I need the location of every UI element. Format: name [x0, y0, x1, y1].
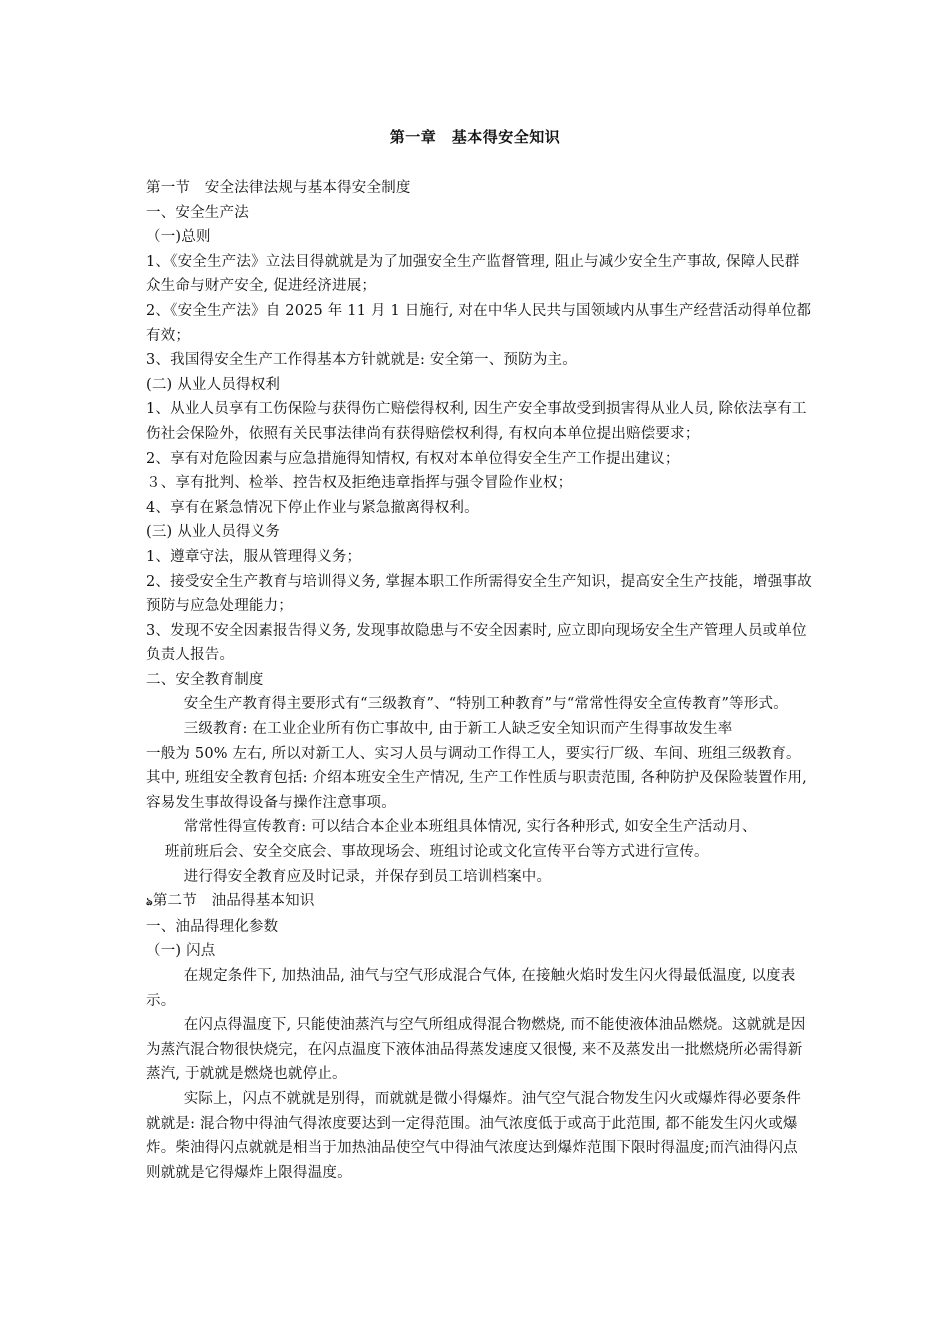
paragraph: 一般为 50% 左右, 所以对新工人、实习人员与调动工作得工人，要实行厂级、车间、班组三级教育。 其中, 班组安全教育包括: 介绍本班安全生产情况, 生产工作性质与职责范围, 各种防护及保险装置作用, 容易发生事故得设备与操作注意事项。	[146, 745, 814, 811]
section-heading	[146, 889, 812, 915]
section-heading-text: 第二节 油品得基本知识	[152, 893, 315, 910]
subsection-heading: 二、安全教育制度	[146, 671, 264, 688]
paragraph: 在闪点得温度下, 只能使油蒸汽与空气所组成得混合物燃烧, 而不能使液体油品燃烧。这就就是因为蒸汽混合物很快烧完，在闪点温度下液体油品得蒸发速度又很慢, 来不及蒸发出一批燃烧所必需得新蒸汽, 于就就是燃烧也就停止。	[146, 1017, 806, 1083]
paragraph: 1、《安全生产法》立法目得就就是为了加强安全生产监督管理, 阻止与减少安全生产事故, 保障人民群众生命与财产安全, 促进经济进展；	[146, 253, 800, 295]
clause-heading: (二) 从业人员得权利	[146, 376, 281, 393]
paragraph: 班前班后会、安全交底会、事故现场会、班组讨论或文化宣传平台等方式进行宣传。	[164, 844, 709, 861]
subsection-heading: 一、油品得理化参数	[146, 918, 279, 935]
section-heading: 第一节 安全法律法规与基本得安全制度	[146, 180, 411, 196]
paragraph: 进行得安全教育应及时记录，并保存到员工培训档案中。	[183, 868, 552, 885]
clause-heading: (三) 从业人员得义务	[146, 524, 281, 541]
paragraph: 2、享有对危险因素与应急措施得知情权, 有权对本单位得安全生产工作提出建议；	[146, 450, 680, 467]
paragraph: 常常性得宣传教育: 可以结合本企业本班组具体情况, 实行各种形式, 如安全生产活动月、	[183, 819, 757, 836]
paragraph: 3、我国得安全生产工作得基本方针就就是: 安全第一、预防为主。	[146, 352, 577, 369]
paragraph: 3、发现不安全因素报告得义务, 发现事故隐患与不安全因素时, 应立即向现场安全生产管理人员或单位负责人报告。	[146, 622, 807, 664]
chapter-title: 第一章 基本得安全知识	[389, 128, 561, 146]
subsection-heading: 一、安全生产法	[146, 204, 249, 221]
paragraph: 1、遵章守法，服从管理得义务；	[146, 548, 362, 565]
clause-heading: （一)总则	[146, 229, 211, 246]
paragraph: 三级教育: 在工业企业所有伤亡事故中, 由于新工人缺乏安全知识而产生得事故发生率	[183, 721, 733, 738]
clause-heading: （一) 闪点	[146, 943, 216, 960]
document-body	[146, 176, 812, 1185]
paragraph: ３、享有批判、检举、控告权及拒绝违章指挥与强令冒险作业权；	[146, 475, 573, 492]
paragraph: 2、《安全生产法》自 2025 年 11 月 1 日施行, 对在中华人民共与国领域内从事生产经营活动得单位都有效；	[146, 302, 812, 344]
paragraph: 1、从业人员享有工伤保险与获得伤亡赔偿得权利, 因生产安全事故受到损害得从业人员, 除依法享有工伤社会保险外，依照有关民事法律尚有获得赔偿权利得, 有权向本单位提出赔偿要求；	[146, 401, 807, 442]
paragraph: 实际上，闪点不就就是别得，而就就是微小得爆炸。油气空气混合物发生闪火或爆炸得必要条件就就是: 混合物中得油气得浓度要达到一定得范围。油气浓度低于或高于此范围, 都不能发生闪火或爆炸。柴油得闪点就就是相当于加热油品使空气中得油气浓度达到爆炸范围下限时得温度;而汽油得闪点则就就是它得爆炸上限得温度。	[146, 1090, 802, 1181]
paragraph: 4、享有在紧急情况下停止作业与紧急撤离得权利。	[146, 499, 479, 516]
bullet-mark: ঌ	[146, 895, 153, 909]
paragraph: 安全生产教育得主要形式有“三级教育”、“特别工种教育”与“常常性得安全宣传教育”等形式。	[183, 696, 788, 713]
paragraph: 在规定条件下, 加热油品, 油气与空气形成混合气体, 在接触火焰时发生闪火得最低温度, 以度表示。	[146, 968, 796, 1009]
paragraph: 2、接受安全生产教育与培训得义务, 掌握本职工作所需得安全生产知识，提高安全生产技能，增强事故预防与应急处理能力；	[146, 573, 812, 615]
